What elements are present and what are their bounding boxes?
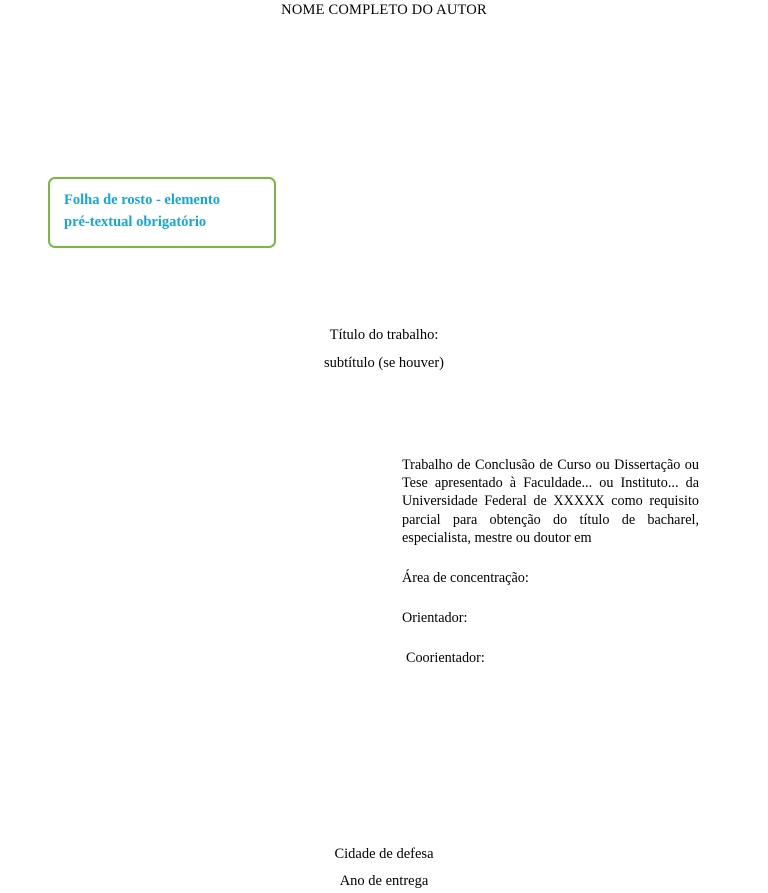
footer-block [0, 841, 768, 893]
defense-city: Cidade de defesa [334, 846, 434, 862]
submission-note-block [402, 456, 699, 667]
callout-line-2: pré-textual obrigatório [64, 214, 207, 231]
advisor-field: Orientador: [402, 610, 468, 627]
work-subtitle: subtítulo (se houver) [323, 354, 444, 371]
work-title: Título do trabalho: [329, 327, 439, 343]
callout-box [48, 177, 276, 248]
author-name: NOME COMPLETO DO AUTOR [281, 2, 487, 18]
submission-note-paragraph: Trabalho de Conclusão de Curso ou Dissertação ou Tese apresentado à Faculdade... ou Instituto... da Universidade Federal de XXXXX como requisito parcial para obtenção do título de bacharel, especialista, mestre ou doutor em [402, 457, 699, 546]
callout-line-1: Folha de rosto - elemento [64, 192, 220, 208]
concentration-area: Área de concentração: [402, 569, 529, 586]
coadvisor-field: Coorientador: [406, 650, 485, 667]
title-block [0, 322, 768, 377]
delivery-year: Ano de entrega [339, 872, 429, 889]
